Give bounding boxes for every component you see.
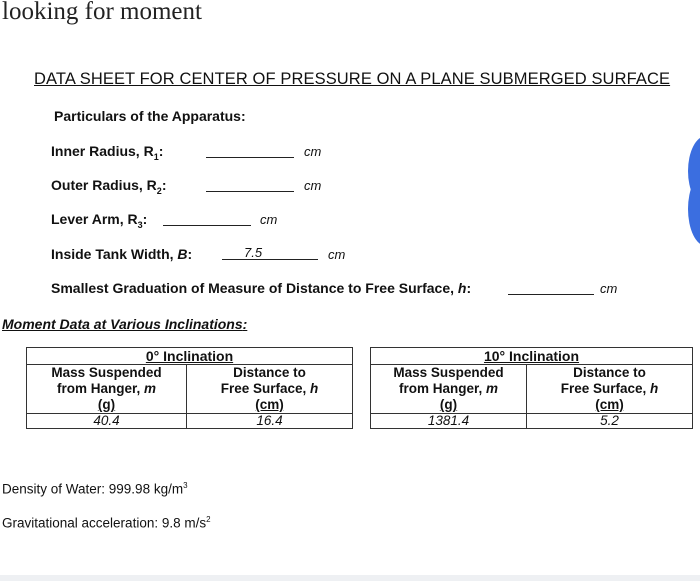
col-header-distance: Distance to Free Surface, h (cm) xyxy=(187,365,353,414)
outer-radius-field[interactable] xyxy=(206,179,294,192)
sheet-title: DATA SHEET FOR CENTER OF PRESSURE ON A PLANE SUBMERGED SURFACE xyxy=(34,70,671,88)
lever-arm-label: Lever Arm, $R_3$: xyxy=(51,211,148,230)
inner-radius-label: Inner Radius, $R_1$: xyxy=(51,143,164,162)
lever-arm-unit: cm xyxy=(260,212,278,227)
inner-radius-unit: cm xyxy=(304,144,322,159)
graduation-unit: cm xyxy=(600,281,618,296)
tank-width-label: Inside Tank Width, B: xyxy=(51,246,193,262)
table-heading: 10° Inclination xyxy=(371,348,693,365)
gravitational-acceleration: Gravitational acceleration: 9.8 $m/s^2$ xyxy=(2,515,211,531)
table-heading: 0° Inclination xyxy=(27,348,353,365)
inner-radius-field[interactable] xyxy=(206,145,294,158)
cell-distance[interactable]: 5.2 xyxy=(527,414,693,429)
moment-section-title: Moment Data at Various Inclinations: xyxy=(2,316,248,332)
outer-radius-unit: cm xyxy=(304,178,322,193)
bottom-divider xyxy=(0,575,700,581)
graduation-field[interactable] xyxy=(508,282,594,295)
lever-arm-field[interactable] xyxy=(163,213,251,226)
density-of-water: Density of Water: 999.98 $kg/m^3$ xyxy=(2,481,188,497)
tank-width-unit: cm xyxy=(328,247,346,262)
tank-width-field[interactable]: 7.5 xyxy=(222,248,318,260)
col-header-distance: Distance to Free Surface, h (cm) xyxy=(527,365,693,414)
cell-mass[interactable]: 40.4 xyxy=(27,414,187,429)
col-header-mass: Mass Suspended from Hanger, m (g) xyxy=(371,365,527,414)
table-0-deg xyxy=(26,347,353,429)
cell-mass[interactable]: 1381.4 xyxy=(371,414,527,429)
table-10-deg xyxy=(370,347,693,429)
question-title: looking for moment xyxy=(2,0,202,25)
col-header-mass: Mass Suspended from Hanger, m (g) xyxy=(27,365,187,414)
cell-distance[interactable]: 16.4 xyxy=(187,414,353,429)
particulars-heading: Particulars of the Apparatus: xyxy=(54,108,246,124)
outer-radius-label: Outer Radius, $R_2$: xyxy=(51,177,167,196)
graduation-label: Smallest Graduation of Measure of Distance to Free Surface, h: xyxy=(51,280,472,296)
